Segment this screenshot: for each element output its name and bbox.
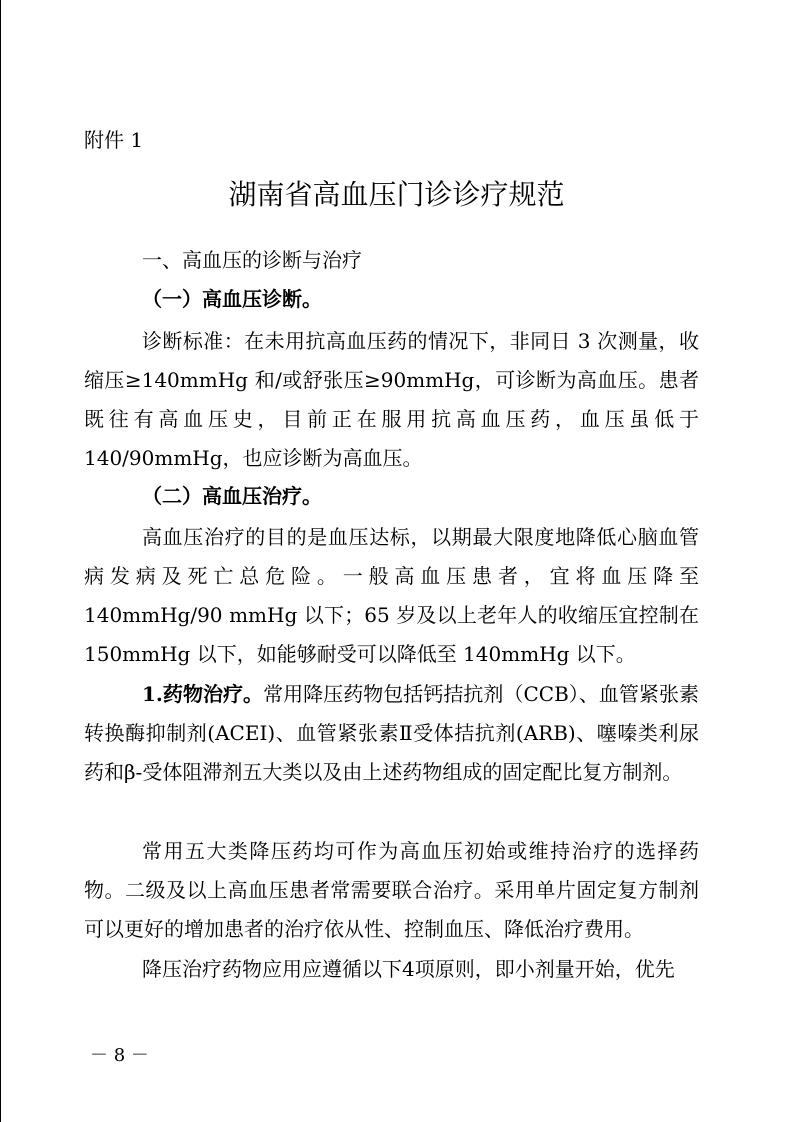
paragraph-combination-therapy: 常用五大类降压药均可作为高血压初始或维持治疗的选择药物。二级及以上高血压患者常需要联合治疗。采用单片固定复方制剂可以更好的增加患者的治疗依从性、控制血压、降低治疗费用。 xyxy=(84,839,699,941)
subsection-heading-diagnosis: （一）高血压诊断。 xyxy=(142,287,322,311)
drug-therapy-text: 常用降压药物包括钙拮抗剂（CCB）、血管紧张素转换酶抑制剂(ACEI)、血管紧张素Ⅱ受体拮抗剂(ARB)、噻嗪类利尿药和β-受体阻滞剂五大类以及由上述药物组成的固定配比复方制剂。 xyxy=(84,682,699,784)
page-left-border xyxy=(0,0,1,1122)
page-number: － 8 － xyxy=(90,1045,149,1066)
paragraph-drug-therapy xyxy=(84,675,699,792)
document-title: 湖南省高血压门诊诊疗规范 xyxy=(228,178,565,211)
paragraph-diagnosis: 诊断标准：在未用抗高血压药的情况下，非同日 3 次测量，收缩压≥140mmHg 和/或舒张压≥90mmHg，可诊断为高血压。患者既往有高血压史，目前正在服用抗高血压药，血压虽低于 140/90mmHg，也应诊断为高血压。 xyxy=(84,329,699,470)
paragraph-principles: 降压治疗药物应用应遵循以下4项原则，即小剂量开始，优先 xyxy=(142,957,675,981)
paragraph-treatment-goal: 高血压治疗的目的是血压达标，以期最大限度地降低心脑血管病发病及死亡总危险。一般高血压患者，宜将血压降至 140mmHg/90 mmHg 以下；65 岁及以上老年人的收缩压宜控制在 150mmHg 以下，如能够耐受可以降低至 140mmHg 以下。 xyxy=(84,525,699,666)
drug-therapy-heading: 1.药物治疗。 xyxy=(142,682,264,706)
attachment-label: 附件 1 xyxy=(84,128,144,152)
subsection-heading-treatment: （二）高血压治疗。 xyxy=(142,484,322,508)
section-heading: 一、高血压的诊断与治疗 xyxy=(142,248,362,272)
